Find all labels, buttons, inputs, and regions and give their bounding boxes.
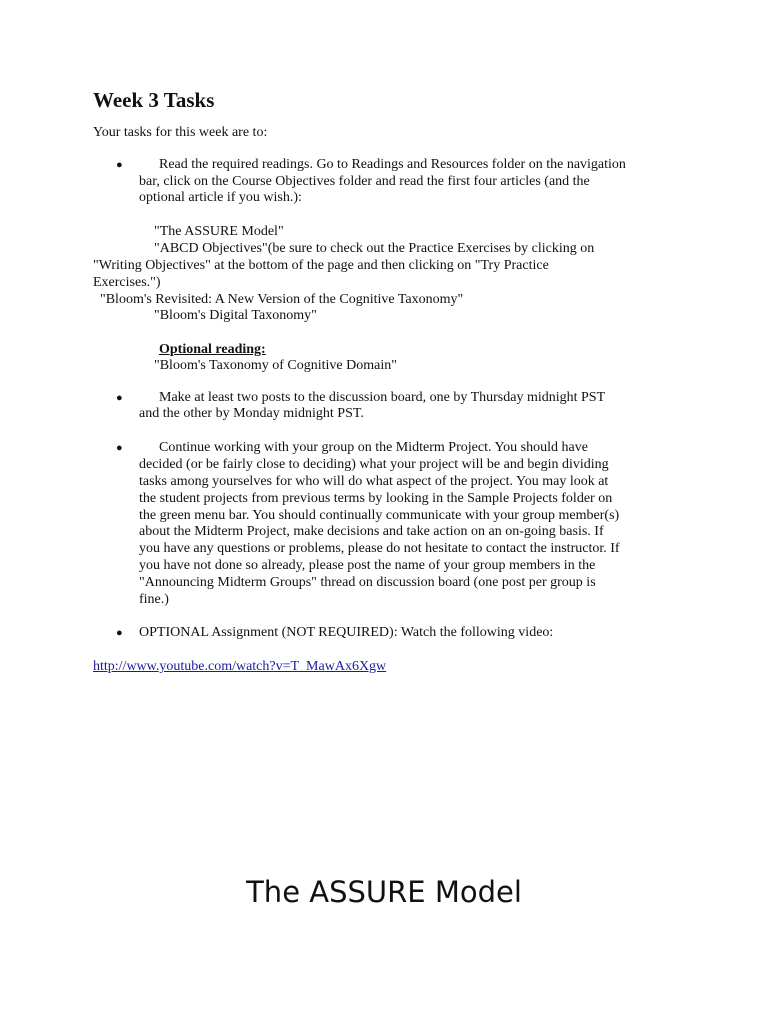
- next-page-heading: The ASSURE Model: [246, 875, 522, 909]
- bullet-3: ●: [116, 442, 123, 454]
- optional-reading-heading: Optional reading:: [159, 342, 266, 357]
- intro-text: Your tasks for this week are to:: [93, 125, 268, 140]
- task3-line4: the student projects from previous terms by looking in the Sample Projects folder on: [139, 491, 613, 506]
- task4-text: OPTIONAL Assignment (NOT REQUIRED): Watch the following video:: [139, 625, 554, 640]
- task3-line2: decided (or be fairly close to deciding) what your project will be and begin dividing: [139, 457, 609, 472]
- reading-abcd-line3: Exercises."): [93, 275, 161, 290]
- video-link[interactable]: http://www.youtube.com/watch?v=T_MawAx6Xgw: [93, 659, 387, 674]
- reading-abcd-line2: "Writing Objectives" at the bottom of the page and then clicking on "Try Practice: [93, 258, 549, 273]
- task1-line2: bar, click on the Course Objectives folder and read the first four articles (and the: [139, 174, 590, 189]
- bullet-2: ●: [116, 392, 123, 404]
- task3-line8: you have not done so already, please post the name of your group members in the: [139, 558, 596, 573]
- reading-blooms-revisited: "Bloom's Revisited: A New Version of the Cognitive Taxonomy": [100, 292, 464, 307]
- task3-line6: about the Midterm Project, make decisions and take action on an on-going basis. If: [139, 524, 604, 539]
- bullet-4: ●: [116, 627, 123, 639]
- reading-abcd-line1: "ABCD Objectives"(be sure to check out the Practice Exercises by clicking on: [154, 241, 595, 256]
- bullet-1: ●: [116, 159, 123, 171]
- task3-line5: the green menu bar. You should continually communicate with your group member(s): [139, 508, 620, 523]
- task3-line9: "Announcing Midterm Groups" thread on discussion board (one post per group is: [139, 575, 596, 590]
- task2-line1: Make at least two posts to the discussion board, one by Thursday midnight PST: [159, 390, 606, 405]
- task1-line3: optional article if you wish.):: [139, 190, 302, 205]
- reading-assure: "The ASSURE Model": [154, 224, 284, 239]
- task3-line10: fine.): [139, 592, 169, 607]
- task2-line2: and the other by Monday midnight PST.: [139, 406, 364, 421]
- task3-line7: you have any questions or problems, please do not hesitate to contact the instructor. If: [139, 541, 620, 556]
- task3-line3: tasks among yourselves for who will do what aspect of the project. You may look at: [139, 474, 609, 489]
- reading-blooms-digital: "Bloom's Digital Taxonomy": [154, 308, 317, 323]
- task1-line1: Read the required readings. Go to Readings and Resources folder on the navigation: [159, 157, 626, 172]
- page-title: Week 3 Tasks: [93, 88, 215, 112]
- task3-line1: Continue working with your group on the Midterm Project. You should have: [159, 440, 588, 455]
- optional-reading-item: "Bloom's Taxonomy of Cognitive Domain": [154, 358, 397, 373]
